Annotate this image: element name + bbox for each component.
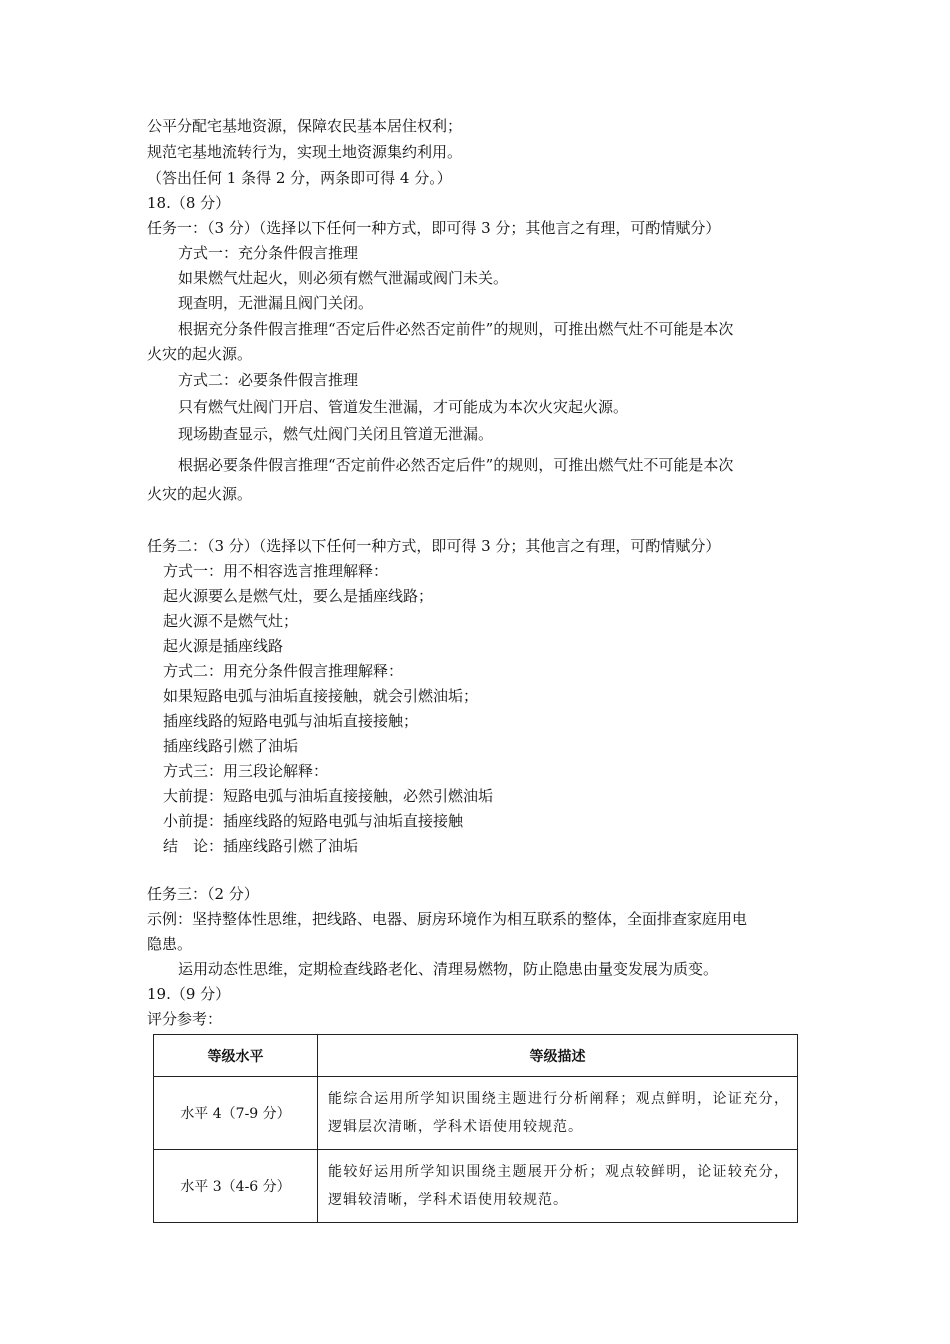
task-heading: 任务三：（2 分） xyxy=(147,885,259,903)
text-line: 如果燃气灶起火，则必须有燃气泄漏或阀门未关。 xyxy=(178,269,509,287)
text-line: 规范宅基地流转行为，实现土地资源集约利用。 xyxy=(147,143,463,161)
text-line: 现查明，无泄漏且阀门关闭。 xyxy=(178,294,374,312)
text-line: 根据充分条件假言推理“否定后件必然否定前件”的规则，可推出燃气灶不可能是本次 xyxy=(178,320,734,338)
text-line: 现场勘查显示，燃气灶阀门关闭且管道无泄漏。 xyxy=(178,425,494,443)
table-row xyxy=(154,1077,798,1150)
method-heading: 方式二：必要条件假言推理 xyxy=(178,371,359,389)
text-line: 大前提：短路电弧与油垢直接接触，必然引燃油垢 xyxy=(163,787,494,805)
task-heading: 任务一：（3 分）（选择以下任何一种方式，即可得 3 分；其他言之有理，可酌情赋分） xyxy=(147,219,721,237)
text-line: 起火源不是燃气灶； xyxy=(163,612,299,630)
text-line: 评分参考： xyxy=(147,1010,223,1028)
text-line: 隐患。 xyxy=(147,935,193,953)
description-cell: 能较好运用所学知识围绕主题展开分析；观点较鲜明，论证较充分，逻辑较清晰，学科术语使用较规范。 xyxy=(318,1150,798,1223)
question-heading: 18.（8 分） xyxy=(147,194,231,212)
text-line: 起火源是插座线路 xyxy=(163,637,284,655)
scoring-note: （答出任何 1 条得 2 分，两条即可得 4 分。） xyxy=(147,169,452,187)
method-heading: 方式一：充分条件假言推理 xyxy=(178,244,359,262)
description-cell: 能综合运用所学知识围绕主题进行分析阐释；观点鲜明，论证充分，逻辑层次清晰，学科术语使用较规范。 xyxy=(318,1077,798,1150)
text-line: 根据必要条件假言推理“否定前件必然否定后件”的规则，可推出燃气灶不可能是本次 xyxy=(178,456,734,474)
method-heading: 方式二：用充分条件假言推理解释： xyxy=(163,662,404,680)
text-line: 火灾的起火源。 xyxy=(147,485,253,503)
method-heading: 方式三：用三段论解释： xyxy=(163,762,329,780)
text-line: 插座线路引燃了油垢 xyxy=(163,737,299,755)
grading-table xyxy=(153,1034,798,1223)
text-line: 公平分配宅基地资源，保障农民基本居住权利； xyxy=(147,117,463,135)
task-heading: 任务二：（3 分）（选择以下任何一种方式，即可得 3 分；其他言之有理，可酌情赋分） xyxy=(147,537,721,555)
text-line: 只有燃气灶阀门开启、管道发生泄漏，才可能成为本次火灾起火源。 xyxy=(178,398,629,416)
text-line: 如果短路电弧与油垢直接接触，就会引燃油垢； xyxy=(163,687,479,705)
text-line: 小前提：插座线路的短路电弧与油垢直接接触 xyxy=(163,812,464,830)
text-line: 结 论：插座线路引燃了油垢 xyxy=(163,837,359,855)
text-line: 插座线路的短路电弧与油垢直接接触； xyxy=(163,712,419,730)
level-cell: 水平 3（4-6 分） xyxy=(154,1150,318,1223)
table-header-cell: 等级水平 xyxy=(154,1035,318,1077)
table-row xyxy=(154,1150,798,1223)
text-line: 运用动态性思维，定期检查线路老化、清理易燃物，防止隐患由量变发展为质变。 xyxy=(178,960,719,978)
question-heading: 19.（9 分） xyxy=(147,985,231,1003)
text-line: 起火源要么是燃气灶，要么是插座线路； xyxy=(163,587,434,605)
text-line: 火灾的起火源。 xyxy=(147,345,253,363)
table-header-row xyxy=(154,1035,798,1077)
level-cell: 水平 4（7-9 分） xyxy=(154,1077,318,1150)
text-line: 示例：坚持整体性思维，把线路、电器、厨房环境作为相互联系的整体，全面排查家庭用电 xyxy=(147,910,748,928)
method-heading: 方式一：用不相容选言推理解释： xyxy=(163,562,389,580)
table-header-cell: 等级描述 xyxy=(318,1035,798,1077)
